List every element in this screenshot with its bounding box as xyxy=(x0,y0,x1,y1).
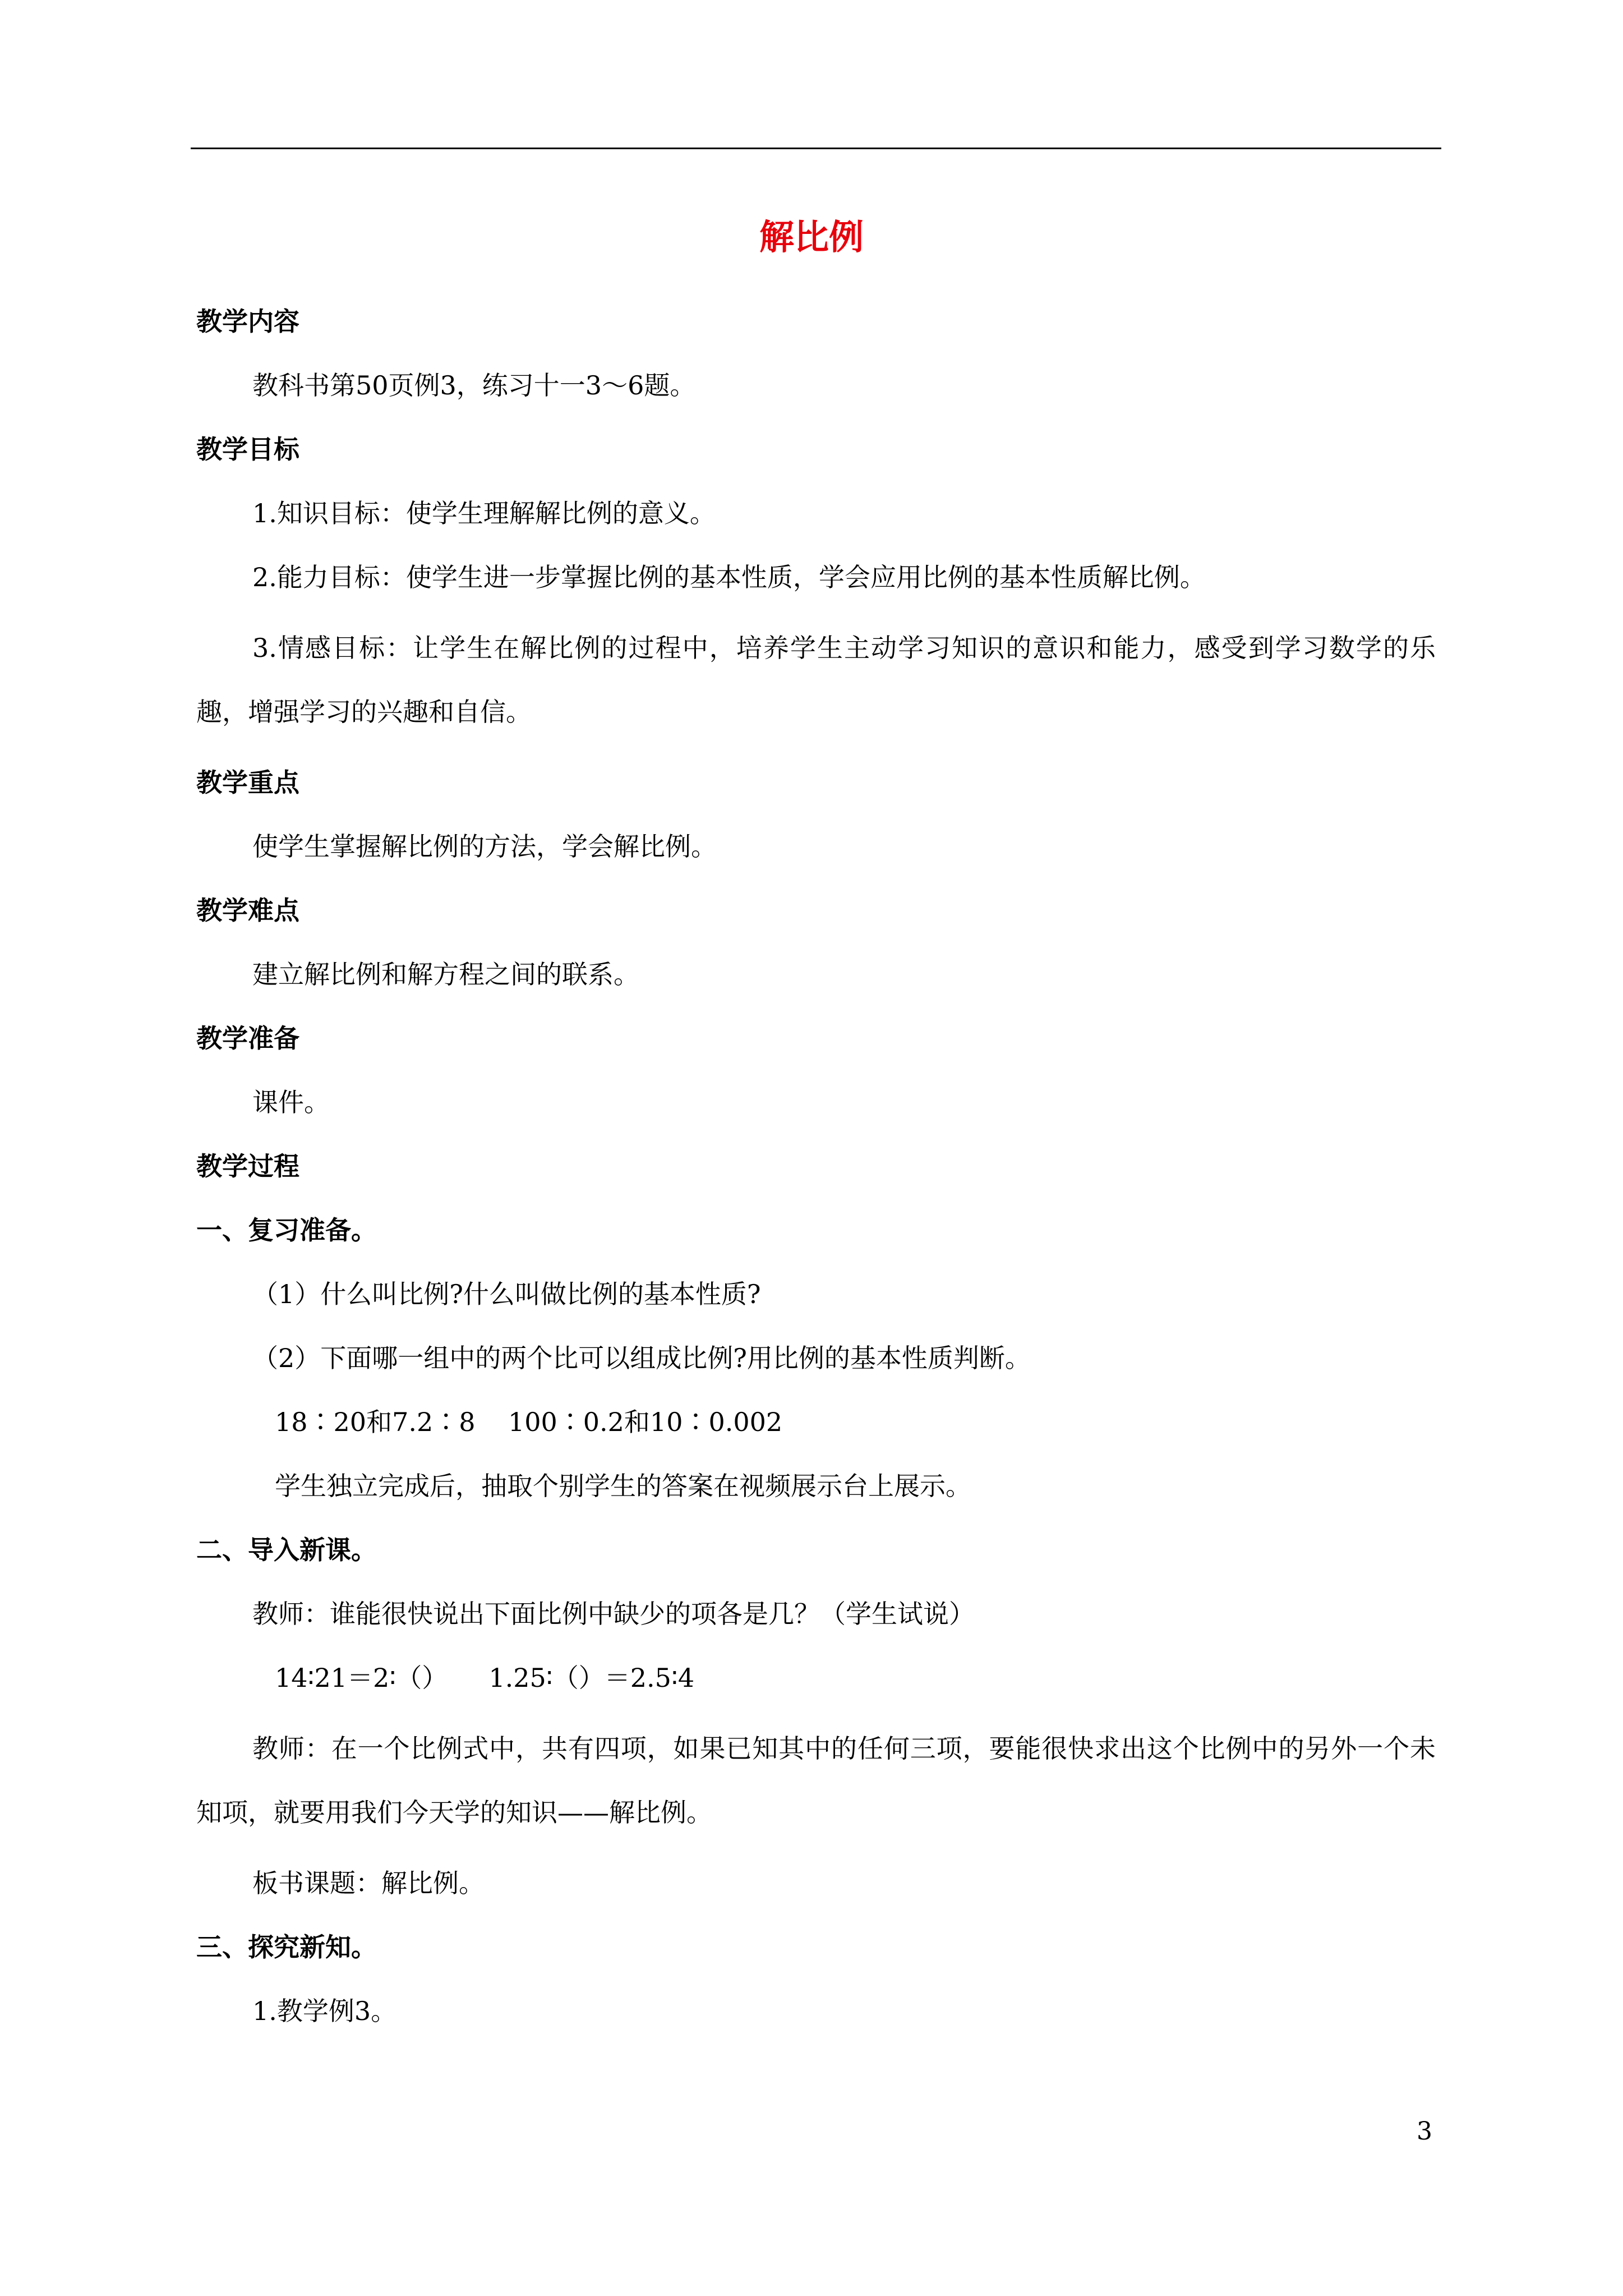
heading-goals: 教学目标 xyxy=(196,434,299,464)
heading-review: 一、复习准备。 xyxy=(196,1215,377,1245)
heading-key-point: 教学重点 xyxy=(196,767,299,798)
review-expression: 18∶20和7.2∶8 100∶0.2和10∶0.002 xyxy=(275,1407,783,1437)
explore-item-1: 1.教学例3。 xyxy=(252,1996,397,2026)
key-point-text: 使学生掌握解比例的方法，学会解比例。 xyxy=(252,831,717,862)
content-text: 教科书第50页例3，练习十一3～6题。 xyxy=(252,370,696,401)
intro-teacher-2: 教师：在一个比例式中，共有四项，如果已知其中的任何三项，要能很快求出这个比例中的另外一个未知项，就要用我们今天学的知识——解比例。 xyxy=(196,1733,1436,1828)
heading-difficulty: 教学难点 xyxy=(196,895,299,926)
goal-item-2: 2.能力目标：使学生进一步掌握比例的基本性质，学会应用比例的基本性质解比例。 xyxy=(252,562,1206,592)
intro-expression: 14∶21＝2∶（） 1.25∶（）＝2.5∶4 xyxy=(275,1663,695,1693)
document-body xyxy=(196,296,1436,2050)
preparation-text: 课件。 xyxy=(252,1087,330,1117)
page-title: 解比例 xyxy=(759,217,864,257)
review-question-1: （1）什么叫比例?什么叫做比例的基本性质? xyxy=(252,1279,761,1309)
page-number: 3 xyxy=(1417,2117,1432,2146)
goal-item-1: 1.知识目标：使学生理解解比例的意义。 xyxy=(252,498,716,528)
intro-board: 板书课题：解比例。 xyxy=(252,1868,485,1898)
heading-explore: 三、探究新知。 xyxy=(196,1932,377,1962)
heading-preparation: 教学准备 xyxy=(196,1023,299,1053)
header-rule xyxy=(191,148,1441,149)
heading-process: 教学过程 xyxy=(196,1151,299,1181)
intro-teacher-1: 教师：谁能很快说出下面比例中缺少的项各是几？（学生试说） xyxy=(252,1599,975,1629)
heading-content: 教学内容 xyxy=(196,306,299,337)
review-note: 学生独立完成后，抽取个别学生的答案在视频展示台上展示。 xyxy=(275,1471,971,1501)
difficulty-text: 建立解比例和解方程之间的联系。 xyxy=(252,959,639,990)
heading-intro: 二、导入新课。 xyxy=(196,1535,377,1565)
goal-item-3: 3.情感目标：让学生在解比例的过程中，培养学生主动学习知识的意识和能力，感受到学习数学的乐趣，增强学习的兴趣和自信。 xyxy=(196,633,1436,727)
review-question-2: （2）下面哪一组中的两个比可以组成比例?用比例的基本性质判断。 xyxy=(252,1343,1031,1373)
